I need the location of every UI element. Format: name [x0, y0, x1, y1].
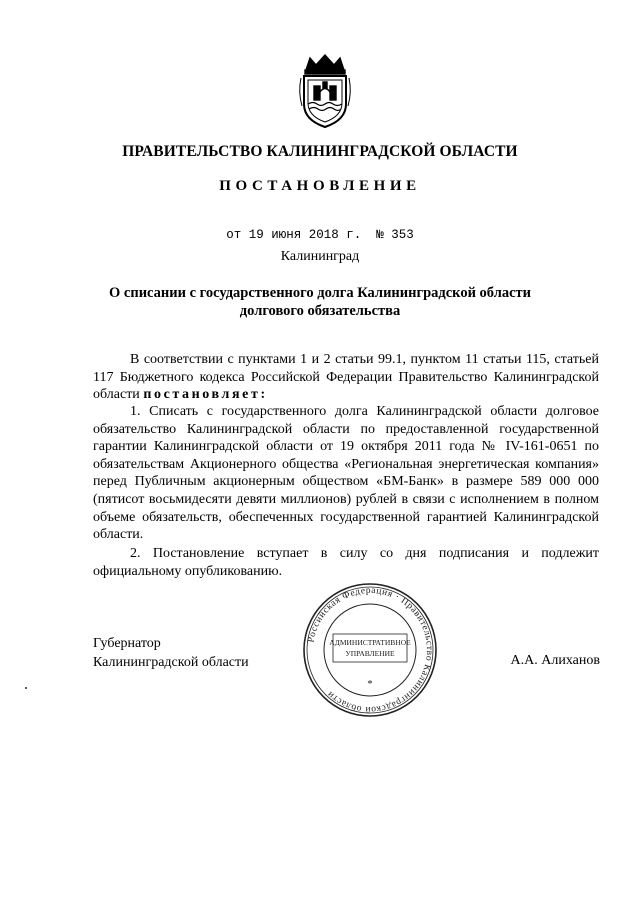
signatory-position: [93, 634, 249, 672]
stamp-outer-text: Российская Федерация · Правительство Калининградской области: [306, 585, 435, 715]
government-title: ПРАВИТЕЛЬСТВО КАЛИНИНГРАДСКОЙ ОБЛАСТИ: [122, 143, 518, 160]
clause-2-paragraph: 2. Постановление вступает в силу со дня подписания и подлежит официальному опубликованию.: [93, 546, 599, 579]
stamp-center-line-2: УПРАВЛЕНИЕ: [345, 649, 395, 658]
subject-line-2: долгового обязательства: [239, 303, 401, 319]
signatory-name: А.А. Алиханов: [510, 653, 600, 668]
signatory-position-line-2: Калининградской области: [93, 655, 249, 670]
preamble-text: В соответствии с пунктами 1 и 2 статьи 99.1, пунктом 11 статьи 115, статьей 117 Бюджетного кодекса Российской Федерации Правительство Калининградской области: [93, 352, 599, 403]
stamp-star: *: [367, 678, 373, 690]
resolves-keyword: постановляет:: [143, 387, 268, 403]
stamp-center-line-1: АДМИНИСТРАТИВНОЕ: [329, 638, 411, 647]
coat-of-arms-icon: [296, 52, 354, 130]
subject-heading: [0, 284, 640, 320]
official-stamp: [301, 581, 439, 719]
date-number-line: от 19 июня 2018 г. № 353: [226, 228, 414, 242]
scan-speck: [25, 687, 27, 689]
clause-1-paragraph: 1. Списать с государственного долга Калининградской области долговое обязательство Калининградской области по предоставленной государственной гарантии Калининградской области от 19 октября 2011 года № IV-161-0651 по обязательствам Акционерного общества «Региональная энергетическая компания» перед Публичным акционерным обществом «БМ-Банк» в размере 589 000 000 (пятисот восьмидесяти девяти миллионов) рублей в связи с исполнением в полном объеме обязательств, обеспеченных государственной гарантией Калининградской области.: [93, 404, 599, 543]
document-type: ПОСТАНОВЛЕНИЕ: [219, 178, 421, 194]
signatory-position-line-1: Губернатор: [93, 636, 161, 651]
city: Калининград: [280, 249, 360, 264]
preamble-paragraph: [93, 351, 599, 404]
subject-line-1: О списании с государственного долга Калининградской области: [109, 285, 531, 301]
